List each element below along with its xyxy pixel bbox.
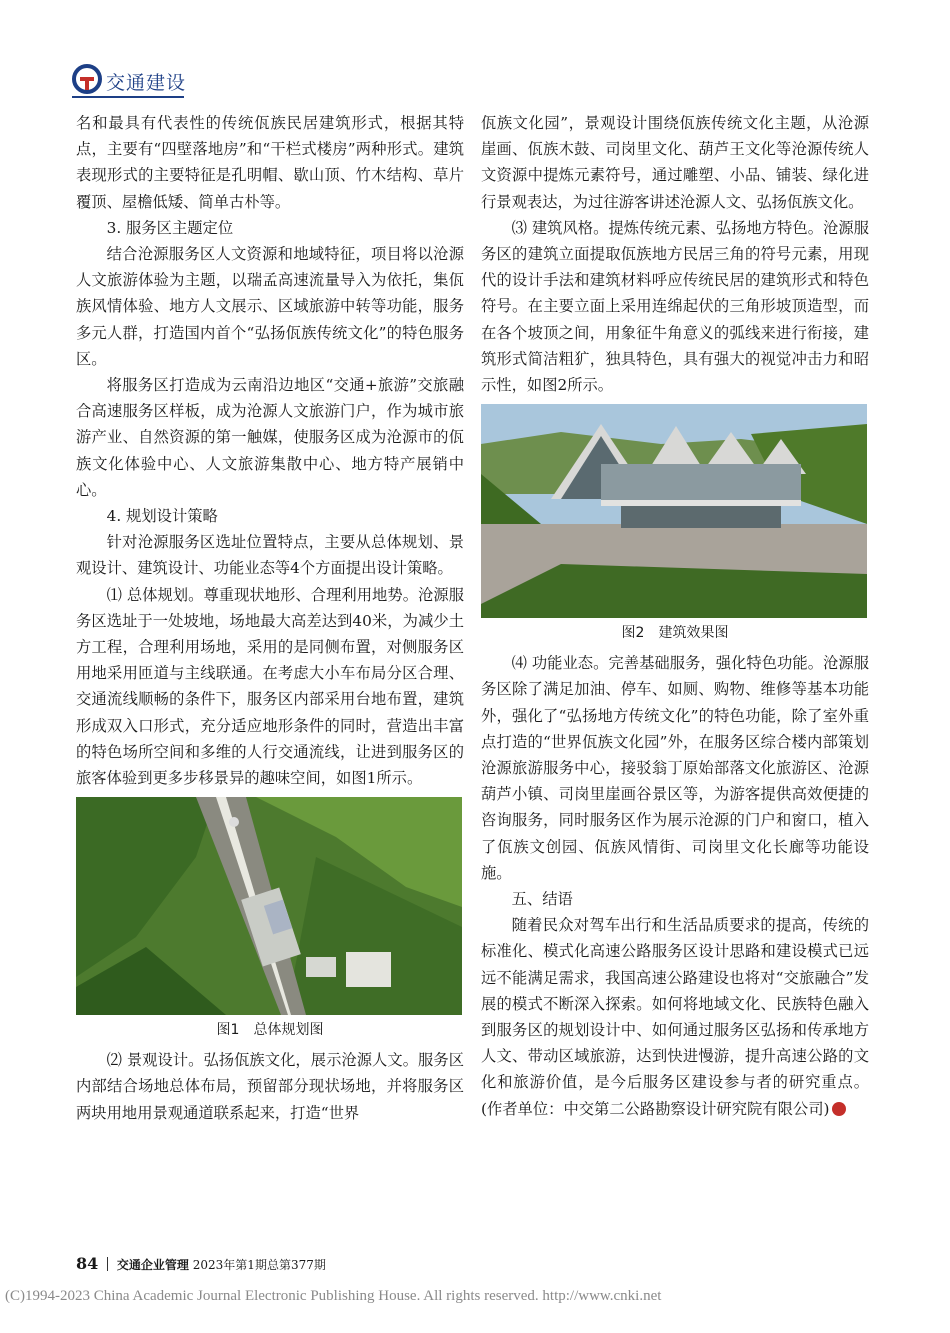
- right-column: [481, 110, 869, 1122]
- master-plan-rendering: [76, 797, 462, 1015]
- page-number: 84: [76, 1254, 99, 1273]
- conclusion-text: 随着民众对驾车出行和生活品质要求的提高，传统的标准化、模式化高速公路服务区设计思路和建设模式已远远不能满足需求，我国高速公路建设也将对“交旅融合”发展的模式不断深入探索。如何将地域文化、民族特色融入到服务区的规划设计中、如何通过服务区弘扬和传承地方人文、带动区域旅游，达到快进慢游，提升高速公路的文化和旅游价值，是今后服务区建设参与者的研究重点。(作者单位：中交第二公路勘察设计研究院有限公司): [481, 916, 869, 1118]
- section-heading: 五、结语: [511, 890, 573, 909]
- paragraph: [481, 912, 869, 1122]
- paragraph: 针对沧源服务区选址位置特点，主要从总体规划、景观设计、建筑设计、功能业态等4个方面提出设计策略。: [76, 533, 464, 578]
- paragraph: 将服务区打造成为云南沿边地区“交通+旅游”交旅融合高速服务区样板，成为沧源人文旅游门户，作为城市旅游产业、自然资源的第一触媒，使服务区成为沧源市的佤族文化体验中心、人文旅游集散中心、地方特产展销中心。: [76, 376, 464, 499]
- issue-info: 2023年第1期总第377期: [192, 1258, 326, 1272]
- footer-divider: [107, 1257, 108, 1271]
- section-heading: 3. 服务区主题定位: [106, 218, 234, 237]
- journal-logo-icon: [72, 64, 102, 94]
- figure-1-caption: 图1 总体规划图: [216, 1022, 324, 1039]
- header-rule: [72, 96, 184, 98]
- paragraph: ⑷ 功能业态。完善基础服务，强化特色功能。沧源服务区除了满足加油、停车、如厕、购物、维修等基本功能外，强化了“弘扬地方传统文化”的特色功能，除了室外重点打造的“世界佤族文化园”外，在服务区综合楼内部策划沧源旅游服务中心，接驳翁丁原始部落文化旅游区、沧源葫芦小镇、司岗里崖画谷景区等，为游客提供高效便捷的咨询服务，同时服务区作为展示沧源的门户和窗口，植入了佤族文创园、佤族风情街、司岗里文化长廊等功能设施。: [481, 654, 869, 882]
- left-column: [76, 110, 464, 1126]
- building-rendering: [481, 404, 867, 618]
- paragraph: ⑶ 建筑风格。提炼传统元素、弘扬地方特色。沧源服务区的建筑立面提取佤族地方民居三角的符号元素，用现代的设计手法和建筑材料呼应传统民居的建筑形式和特色符号。在主要立面上采用连绵起伏的三角形坡顶造型，而在各个坡顶之间，用象征牛角意义的弧线来进行衔接，建筑形式简洁粗犷，独具特色，具有强大的视觉冲击力和昭示性，如图2所示。: [481, 218, 869, 395]
- copyright-notice: (C)1994-2023 China Academic Journal Electronic Publishing House. All rights reserved. http://www.cnki.net: [5, 1288, 662, 1304]
- figure-1: [76, 797, 464, 1043]
- journal-header: [72, 62, 187, 98]
- magazine-name: 交通企业管理: [116, 1258, 189, 1272]
- paragraph: 名和最具有代表性的传统佤族民居建筑形式，根据其特点，主要有“四壁落地房”和“干栏式楼房”两种形式。建筑表现形式的主要特征是孔明帽、歇山顶、竹木结构、草片覆顶、屋檐低矮、简单古朴等。: [76, 114, 464, 211]
- end-mark-icon: [832, 1102, 846, 1116]
- paragraph: ⑴ 总体规划。尊重现状地形、合理利用地势。沧源服务区选址于一处坡地，场地最大高差达到40米，为减少土方工程，合理利用场地，采用的是同侧布置，对侧服务区用地采用匝道与主线联通。在考虑大小车布局分区合理、交通流线顺畅的条件下，服务区内部采用台地布置，建筑形成双入口形式，充分适应地形条件的同时，营造出丰富的特色场所空间和多维的人行交通流线，让进到服务区的旅客体验到更多步移景异的趣味空间，如图1所示。: [76, 585, 464, 788]
- figure-2: [481, 404, 869, 646]
- paragraph: 佤族文化园”，景观设计围绕佤族传统文化主题，从沧源崖画、佤族木鼓、司岗里文化、葫芦王文化等沧源传统人文资源中提炼元素符号，通过雕塑、小品、铺装、绿化进行景观表达，为过往游客讲述沧源人文、弘扬佤族文化。: [481, 114, 869, 211]
- figure-2-caption: 图2 建筑效果图: [621, 625, 729, 642]
- page-footer: [76, 1254, 326, 1273]
- section-heading: 4. 规划设计策略: [106, 507, 218, 526]
- paragraph: 结合沧源服务区人文资源和地域特征，项目将以沧源人文旅游体验为主题，以瑞孟高速流量导入为依托，集佤族风情体验、地方人文展示、区域旅游中转等功能，服务多元人群，打造国内首个“弘扬佤族传统文化”的特色服务区。: [76, 245, 464, 368]
- paragraph: ⑵ 景观设计。弘扬佤族文化，展示沧源人文。服务区内部结合场地总体布局，预留部分现状场地，并将服务区两块用地用景观通道联系起来，打造“世界: [76, 1051, 464, 1122]
- journal-brand: 交通建设: [106, 72, 187, 94]
